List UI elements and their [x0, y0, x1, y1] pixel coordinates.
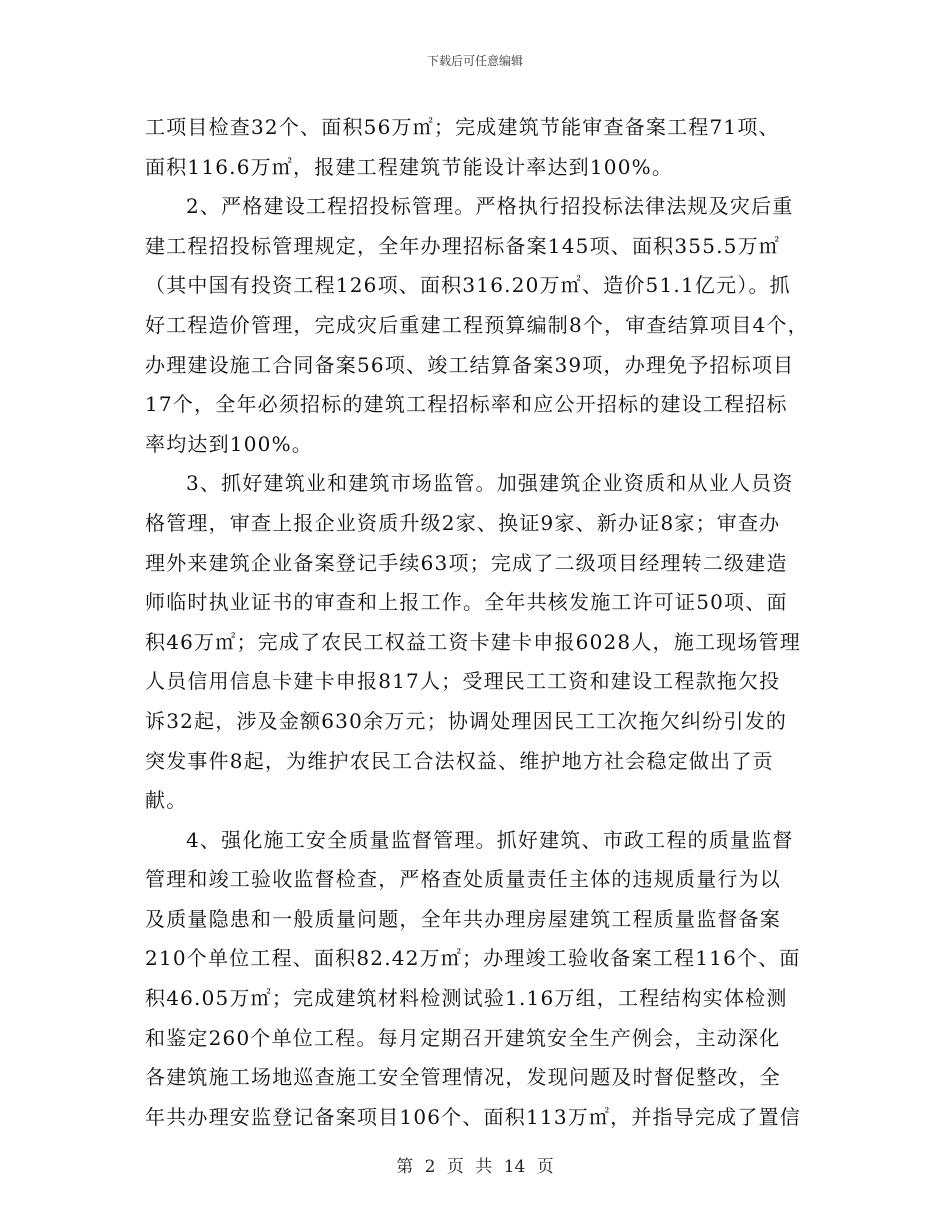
text-line: 率均达到100%。	[145, 431, 313, 456]
text-line: 好工程造价管理，完成灾后重建工程预算编制8个，审查结算项目4个，	[145, 312, 809, 337]
text-line: 建工程招投标管理规定，全年办理招标备案145项、面积355.5万㎡	[145, 233, 781, 258]
text-line: 及质量隐患和一般质量问题，全年共办理房屋建筑工程质量监督备案	[145, 906, 781, 931]
text-line: 积46.05万㎡；完成建筑材料检测试验1.16万组，工程结构实体检测	[145, 986, 788, 1011]
text-line: 管理和竣工验收监督检查，严格查处质量责任主体的违规质量行为以	[145, 867, 781, 892]
text-line: 办理建设施工合同备案56项、竣工结算备案39项，办理免予招标项目	[145, 352, 795, 377]
text-line: 2、严格建设工程招投标管理。严格执行招投标法律法规及灾后重	[186, 194, 794, 219]
text-line: 献。	[145, 788, 188, 813]
text-line: 积46万㎡；完成了农民工权益工资卡建卡申报6028人，施工现场管理	[145, 629, 801, 654]
text-line: 各建筑施工场地巡查施工安全管理情况，发现问题及时督促整改，全	[145, 1065, 781, 1090]
page-header-note: 下载后可任意编辑	[426, 54, 523, 68]
text-line: （其中国有投资工程126项、面积316.20万㎡、造价51.1亿元）。抓	[145, 273, 791, 298]
document-body	[145, 108, 825, 1137]
text-line: 3、抓好建筑业和建筑市场监管。加强建筑企业资质和从业人员资	[186, 471, 794, 496]
text-line: 和鉴定260个单位工程。每月定期召开建筑安全生产例会，主动深化	[145, 1025, 781, 1050]
text-line: 17个，全年必须招标的建筑工程招标率和应公开招标的建设工程招标	[145, 392, 788, 417]
text-line: 人员信用信息卡建卡申报817人；受理民工工资和建设工程款拖欠投	[145, 669, 781, 694]
text-line: 210个单位工程、面积82.42万㎡；办理竣工验收备案工程116个、面	[145, 946, 801, 971]
text-line: 诉32起，涉及金额630余万元；协调处理因民工工次拖欠纠纷引发的	[145, 708, 788, 733]
text-line: 工项目检查32个、面积56万㎡；完成建筑节能审查备案工程71项、	[145, 115, 780, 139]
page-number: 第 2 页 共 14 页	[396, 1157, 554, 1177]
text-line: 突发事件8起，为维护农民工合法权益、维护地方社会稳定做出了贡	[145, 748, 774, 773]
text-line: 4、强化施工安全质量监督管理。抓好建筑、市政工程的质量监督	[186, 827, 794, 852]
text-line: 师临时执业证书的审查和上报工作。全年共核发施工许可证50项、面	[145, 590, 788, 615]
text-line: 理外来建筑企业备案登记手续63项；完成了二级项目经理转二级建造	[145, 550, 788, 575]
text-line: 面积116.6万㎡，报建工程建筑节能设计率达到100%。	[145, 154, 674, 179]
text-line: 年共办理安监登记备案项目106个、面积113万㎡，并指导完成了置信	[145, 1104, 801, 1129]
text-line: 格管理，审查上报企业资质升级2家、换证9家、新办证8家；审查办	[145, 510, 781, 535]
